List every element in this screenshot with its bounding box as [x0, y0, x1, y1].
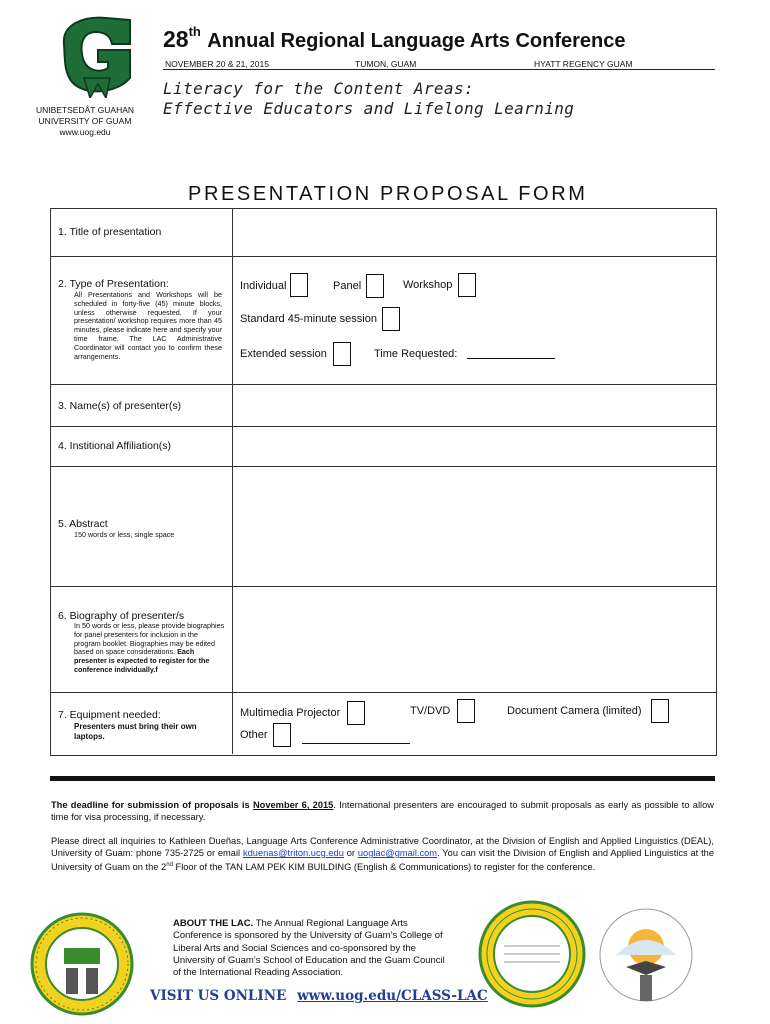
- extended-session-checkbox[interactable]: [333, 342, 351, 366]
- presenter-names-input[interactable]: [234, 386, 714, 424]
- time-requested-input[interactable]: [467, 358, 555, 359]
- row-divider: [50, 426, 717, 427]
- equipment-label: 7. Equipment needed:: [58, 709, 161, 721]
- university-name-local: UNIBETSEDÅT GUAHAN: [35, 105, 135, 115]
- school-of-education-seal: [478, 900, 586, 1013]
- projector-checkbox[interactable]: [347, 701, 365, 725]
- class-college-seal: [30, 912, 134, 1021]
- individual-checkbox[interactable]: [290, 273, 308, 297]
- biography-input[interactable]: [234, 588, 714, 690]
- workshop-checkbox[interactable]: [458, 273, 476, 297]
- title-input[interactable]: [234, 210, 714, 255]
- standard-session-checkbox[interactable]: [382, 307, 400, 331]
- abstract-note: 150 words or less, single space: [74, 530, 175, 539]
- option-individual-label: Individual: [240, 280, 287, 292]
- row-divider: [50, 466, 717, 467]
- email-link-uoglac[interactable]: uoglac@gmail.com: [357, 848, 438, 858]
- conference-city: TUMON, GUAM: [355, 59, 417, 69]
- biography-note: In 50 words or less, please provide biographies for panel presenters for inclusion in the program booklet. Biographies may be edited based on space considerations. Each presenter is expected to register for the conference individually.f: [74, 621, 225, 674]
- other-equipment-input[interactable]: [302, 743, 410, 744]
- other-checkbox[interactable]: [273, 723, 291, 747]
- option-tvdvd-label: TV/DVD: [410, 705, 451, 717]
- reading-association-seal: [596, 905, 696, 1014]
- theme-line-2: Effective Educators and Lifelong Learning: [163, 99, 575, 118]
- website-link[interactable]: www.uog.edu/CLASS-LAC: [297, 988, 488, 1004]
- conference-dates: NOVEMBER 20 & 21, 2015: [165, 59, 269, 69]
- inquiry-paragraph: Please direct all inquiries to Kathleen Dueñas, Language Arts Conference Administrative Coordinator, at the Division of English and Applied Linguistics (DEAL), University of Guam: phone 735-2725 or email kduenas@triton.ucg.edu or uoglac@gmail.com. You can visit the Division of English and Applied Linguistics at the University of Guam on the 2nd Floor of the TAN LAM PEK KIM BUILDING (English & Communications) to register for the conference.: [51, 836, 714, 873]
- visit-online: VISIT US ONLINE www.uog.edu/CLASS-LAC: [150, 988, 488, 1004]
- header-rule: [163, 69, 715, 70]
- time-requested-label: Time Requested:: [374, 348, 458, 360]
- title-label: 1. Title of presentation: [58, 226, 162, 238]
- abstract-input[interactable]: [234, 468, 714, 584]
- deadline-paragraph: The deadline for submission of proposals is November 6, 2015. International presenters are encouraged to submit proposals as early as possible to allow time for visa processing, if necessary.: [51, 800, 714, 822]
- section-divider-bar: [50, 776, 715, 781]
- email-link-kduenas[interactable]: kduenas@triton.ucg.edu: [242, 848, 344, 858]
- row-divider: [50, 256, 717, 257]
- panel-checkbox[interactable]: [366, 274, 384, 298]
- tvdvd-checkbox[interactable]: [457, 699, 475, 723]
- uog-logo: [54, 14, 136, 98]
- row-divider: [50, 692, 717, 693]
- row-divider: [50, 384, 717, 385]
- option-panel-label: Panel: [333, 280, 362, 292]
- option-standard-label: Standard 45-minute session: [240, 313, 377, 325]
- affiliation-input[interactable]: [234, 428, 714, 464]
- document-camera-checkbox[interactable]: [651, 699, 669, 723]
- biography-label: 6. Biography of presenter/s: [58, 610, 185, 622]
- form-title: PRESENTATION PROPOSAL FORM: [188, 183, 588, 205]
- abstract-label: 5. Abstract: [58, 518, 108, 530]
- column-divider: [232, 208, 233, 754]
- option-extended-label: Extended session: [240, 348, 327, 360]
- type-label: 2. Type of Presentation:: [58, 278, 169, 290]
- conference-title: 28th Annual Regional Language Arts Conference: [163, 24, 626, 52]
- affiliation-label: 4. Institional Affiliation(s): [58, 440, 172, 452]
- option-projector-label: Multimedia Projector: [240, 707, 341, 719]
- option-workshop-label: Workshop: [403, 279, 453, 291]
- about-paragraph: ABOUT THE LAC. The Annual Regional Language Arts Conference is sponsored by the University of Guam’s College of Liberal Arts and Social Sciences and co-sponsored by the University of Guam’s School of Education and the Guam Council of the International Reading Association.: [173, 918, 445, 979]
- theme-line-1: Literacy for the Content Areas:: [163, 79, 475, 98]
- option-other-label: Other: [240, 729, 268, 741]
- equipment-note: Presenters must bring their own laptops.: [74, 722, 197, 741]
- conference-venue: HYATT REGENCY GUAM: [534, 59, 633, 69]
- presenter-names-label: 3. Name(s) of presenter(s): [58, 400, 182, 412]
- university-name: UNIVERSITY OF GUAM: [38, 116, 132, 126]
- row-divider: [50, 586, 717, 587]
- option-document-camera-label: Document Camera (limited): [507, 705, 642, 717]
- university-url: www.uog.edu: [59, 127, 111, 137]
- type-note: All Presentations and Workshops will be scheduled in forty-five (45) minute blocks, unless otherwise requested. If your presentation/ workshop requires more than 45 minutes, please indicate here and specify your time frame. The LAC Administrative Coordinator will contact you to confirm these arrangements.: [74, 290, 222, 361]
